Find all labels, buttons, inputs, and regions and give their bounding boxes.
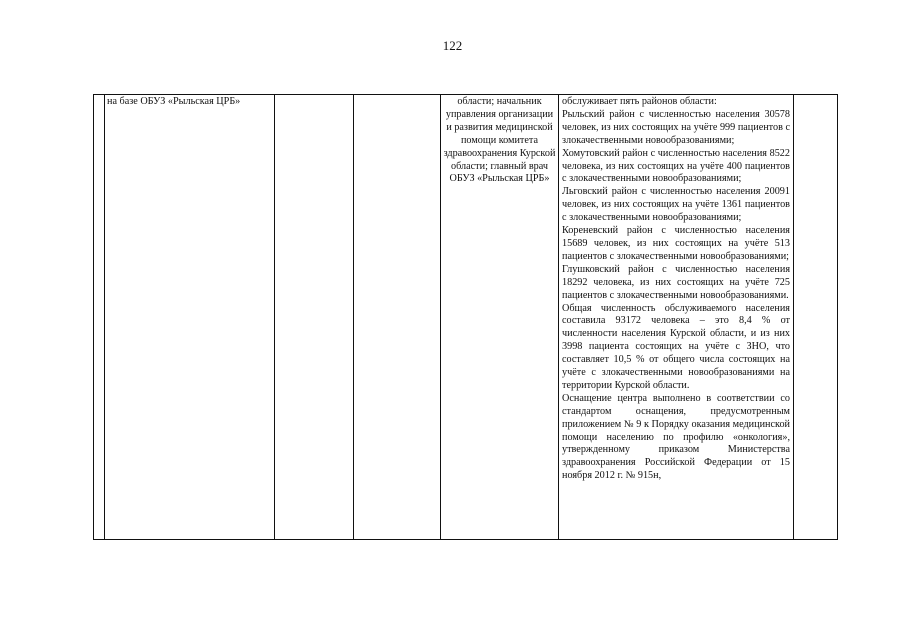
description-paragraph: Кореневский район с численностью населения 15689 человек, из них состоящих на учёте 513 пациентов с злокачественными новообразованиями; (562, 225, 790, 262)
description-paragraph: Хомутовский район с численностью населения 8522 человека, из них состоящих на учёте 400 пациентов с злокачественными новообразованиями; (562, 147, 790, 185)
description-paragraph: обслуживает пять районов области: (562, 96, 717, 107)
description-paragraph: Общая численность обслуживаемого населения составила 93172 человека – это 8,4 % от численности населения Курской области, и из них 3998 пациента состоящих на учёте с ЗНО, что составляет 10,5 % от общего числа состоящих на учёте с злокачественными новообразованиями на территории Курской области. (562, 302, 790, 391)
table-cell-name: на базе ОБУЗ «Рыльская ЦРБ» (105, 95, 275, 540)
description-paragraph: Рыльский район с численностью населения 30578 человек, из них состоящих на учёте 999 пациентов с злокачественными новообразованиями; (562, 108, 790, 146)
table-cell-responsible: области; начальник управления организации и развития медицинской помощи комитета здравоохранения Курской области; главный врач ОБУЗ «Рыльская ЦРБ» (441, 95, 559, 540)
description-paragraph: Льговский район с численностью населения 20091 человек, из них состоящих на учёте 1361 пациентов с злокачественными новообразованиями; (562, 186, 790, 224)
document-table (93, 94, 838, 540)
page-number: 122 (442, 38, 463, 53)
table-row (94, 95, 838, 540)
description-paragraph: Оснащение центра выполнено в соответствии со стандартом оснащения, предусмотренным приложением № 9 к Порядку оказания медицинской помощи населению по профилю «онкология», утвержденному приказом Министерства здравоохранения Российской Федерации от 15 ноября 2012 г. № 915н, (562, 392, 790, 482)
table-cell-empty (794, 95, 838, 540)
table-cell-index (94, 95, 105, 540)
table-cell-empty (275, 95, 354, 540)
description-paragraph: Глушковский район с численностью населения 18292 человека, из них состоящих на учёте 725 пациентов с злокачественными новообразованиями. (562, 263, 790, 301)
table-cell-description (559, 95, 794, 540)
table-cell-empty (354, 95, 441, 540)
